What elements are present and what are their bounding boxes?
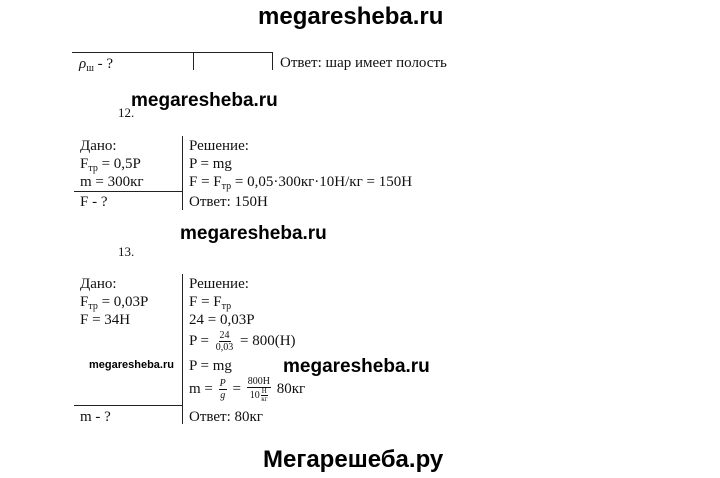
watermark-small: megaresheba.ru xyxy=(89,359,174,371)
prev-find: $\rho_ш$ - ? xyxy=(79,56,114,74)
p13-fraction-p-over-g: $\frac{P}{g}$ xyxy=(219,378,226,401)
p13-solution-2: 24 = 0,03P xyxy=(189,312,255,328)
p12-divider xyxy=(182,136,183,210)
p13-given-1: $F_{тр} = 0,03P$ xyxy=(80,294,149,312)
prev-divider-2 xyxy=(272,52,273,70)
watermark-problem-12: megaresheba.ru xyxy=(131,90,278,111)
p12-solution-title: Решение: xyxy=(189,138,249,154)
watermark-middle: megaresheba.ru xyxy=(283,356,430,377)
p13-given-title: Дано: xyxy=(80,276,117,292)
p12-given-rule xyxy=(74,191,182,192)
p12-answer: Ответ: 150Н xyxy=(189,194,268,210)
p13-answer: Ответ: 80кг xyxy=(189,409,263,425)
p12-solution-1: P = mg xyxy=(189,156,232,172)
p13-find: m - ? xyxy=(80,409,111,425)
p13-divider xyxy=(182,274,183,424)
p13-fraction-24-over-003: $\frac{24}{0,03}$ xyxy=(215,330,234,353)
p13-solution-title: Решение: xyxy=(189,276,249,292)
p13-solution-4: P = mg xyxy=(189,358,232,374)
p12-given-title: Дано: xyxy=(80,138,117,154)
p12-given-1: $F_{тр} = 0,5P$ xyxy=(80,156,141,174)
prev-top-rule xyxy=(72,52,272,53)
p12-solution-2: $F = F_{тр} = 0,05\cdot 300кг\cdot 10Н/кг = 150Н$ xyxy=(189,174,413,192)
prev-divider-1 xyxy=(193,52,194,70)
p13-fraction-n-over-kg: Н кг xyxy=(261,387,268,403)
p13-solution-5: m = $\frac{P}{g}$ = 800Н 10 Н кг 80кг xyxy=(189,376,306,403)
p13-given-2: F = 34Н xyxy=(80,312,131,328)
p13-fraction-800-over-10: 800Н 10 Н кг xyxy=(247,376,270,403)
problem-13-number: 13. xyxy=(118,244,135,259)
problem-12-number: 12. xyxy=(118,105,135,120)
p13-solution-1: $F = F_{тр}$ xyxy=(189,294,232,312)
p12-find: F - ? xyxy=(80,194,108,210)
p13-given-rule xyxy=(74,405,182,406)
watermark-bottom: Мегарешеба.ру xyxy=(263,446,444,473)
watermark-top: megaresheba.ru xyxy=(258,3,444,30)
p13-solution-3: P = $\frac{24}{0,03}$ = 800(Н) xyxy=(189,330,296,353)
prev-answer: Ответ: шар имеет полость xyxy=(280,55,447,71)
watermark-problem-13: megaresheba.ru xyxy=(180,223,327,244)
p12-given-2: m = 300кг xyxy=(80,174,144,190)
